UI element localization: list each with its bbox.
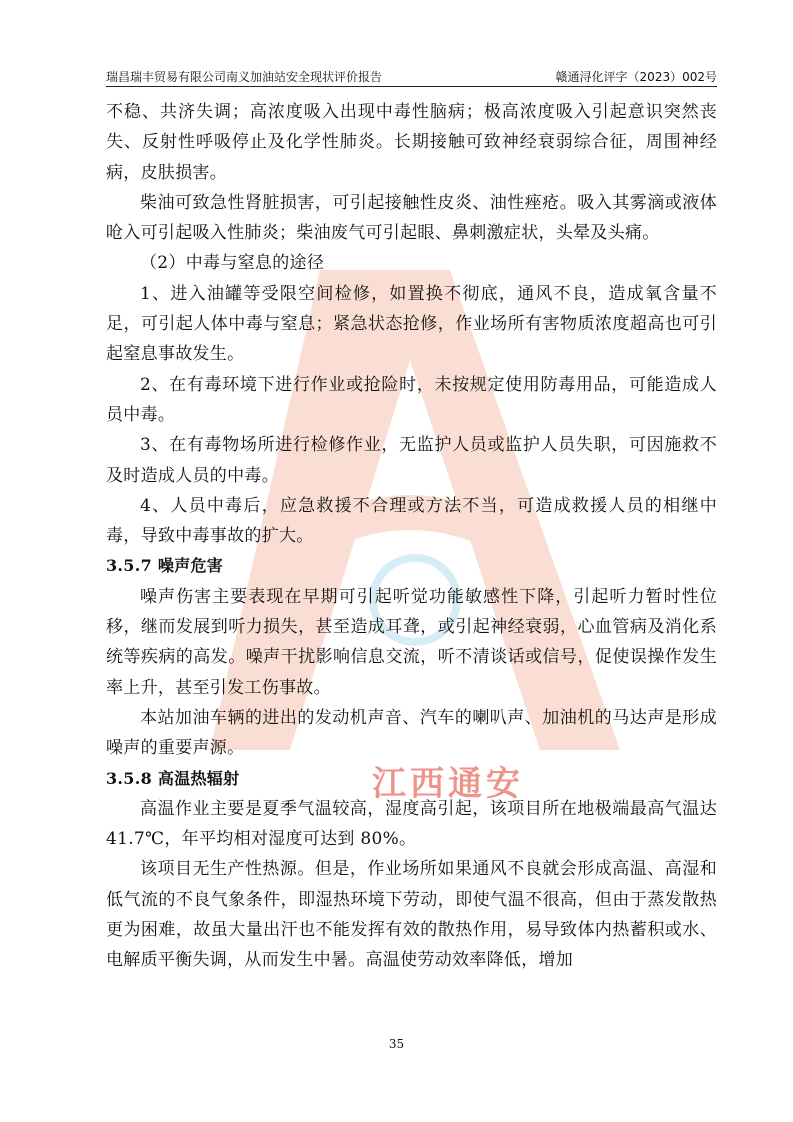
watermark-stamp-text: 江西通安 [372, 764, 524, 804]
body-paragraph: 3、在有毒物场所进行检修作业，无监护人员或监护人员失职，可因施救不及时造成人员的中毒。 [106, 435, 717, 486]
body-paragraph: 1、进入油罐等受限空间检修，如置换不彻底，通风不良，造成氧含量不足，可引起人体中毒与窒息；紧急状态抢修，作业场所有害物质浓度超高也可引起窒息事故发生。 [106, 283, 717, 365]
body-paragraph: 高温作业主要是夏季气温较高，湿度高引起，该项目所在地极端最高气温达 41.7℃，年平均相对湿度可达到 80%。 [106, 798, 717, 850]
body-paragraph: 柴油可致急性肾脏损害，可引起接触性皮炎、油性痤疮。吸入其雾滴或液体呛入可引起吸入性肺炎；柴油废气可引起眼、鼻刺激症状，头晕及头痛。 [106, 192, 717, 244]
section-heading: 3.5.7 噪声危害 [106, 556, 224, 576]
header-report-title: 瑞昌瑞丰贸易有限公司南义加油站安全现状评价报告 [106, 70, 383, 84]
body-paragraph: 本站加油车辆的进出的发动机声音、汽车的喇叭声、加油机的马达声是形成噪声的重要声源。 [106, 707, 717, 759]
page-header [106, 64, 717, 86]
body-paragraph: 噪声伤害主要表现在早期可引起听觉功能敏感性下降，引起听力暂时性位移，继而发展到听力损失，甚至造成耳聋，或引起神经衰弱，心血管病及消化系统等疾病的高发。噪声干扰影响信息交流，听不清谈话或信号，促使误操作发生率上升，甚至引发工伤事故。 [106, 586, 717, 698]
body-paragraph: 2、在有毒环境下进行作业或抢险时，未按规定使用防毒用品，可能造成人员中毒。 [106, 374, 717, 425]
section-heading: 3.5.8 高温热辐射 [106, 768, 240, 788]
body-paragraph: （2）中毒与窒息的途径 [140, 253, 325, 274]
body-paragraph: 4、人员中毒后，应急救援不合理或方法不当，可造成救援人员的相继中毒，导致中毒事故的扩大。 [106, 495, 717, 547]
header-divider [106, 86, 717, 87]
body-paragraph: 不稳、共济失调；高浓度吸入出现中毒性脑病；极高浓度吸入引起意识突然丧失、反射性呼吸停止及化学性肺炎。长期接触可致神经衰弱综合征，周围神经病，皮肤损害。 [106, 102, 717, 183]
header-document-number: 赣通浔化评字（2023）002号 [555, 70, 717, 84]
page-number: 35 [388, 1037, 405, 1051]
body-paragraph: 该项目无生产性热源。但是，作业场所如果通风不良就会形成高温、高湿和低气流的不良气象条件，即湿热环境下劳动，即使气温不很高，但由于蒸发散热更为困难，故虽大量出汗也不能发挥有效的散热作用，易导致体内热蓄积或水、电解质平衡失调，从而发生中暑。高温使劳动效率降低，增加 [106, 859, 717, 971]
document-body [106, 97, 717, 976]
